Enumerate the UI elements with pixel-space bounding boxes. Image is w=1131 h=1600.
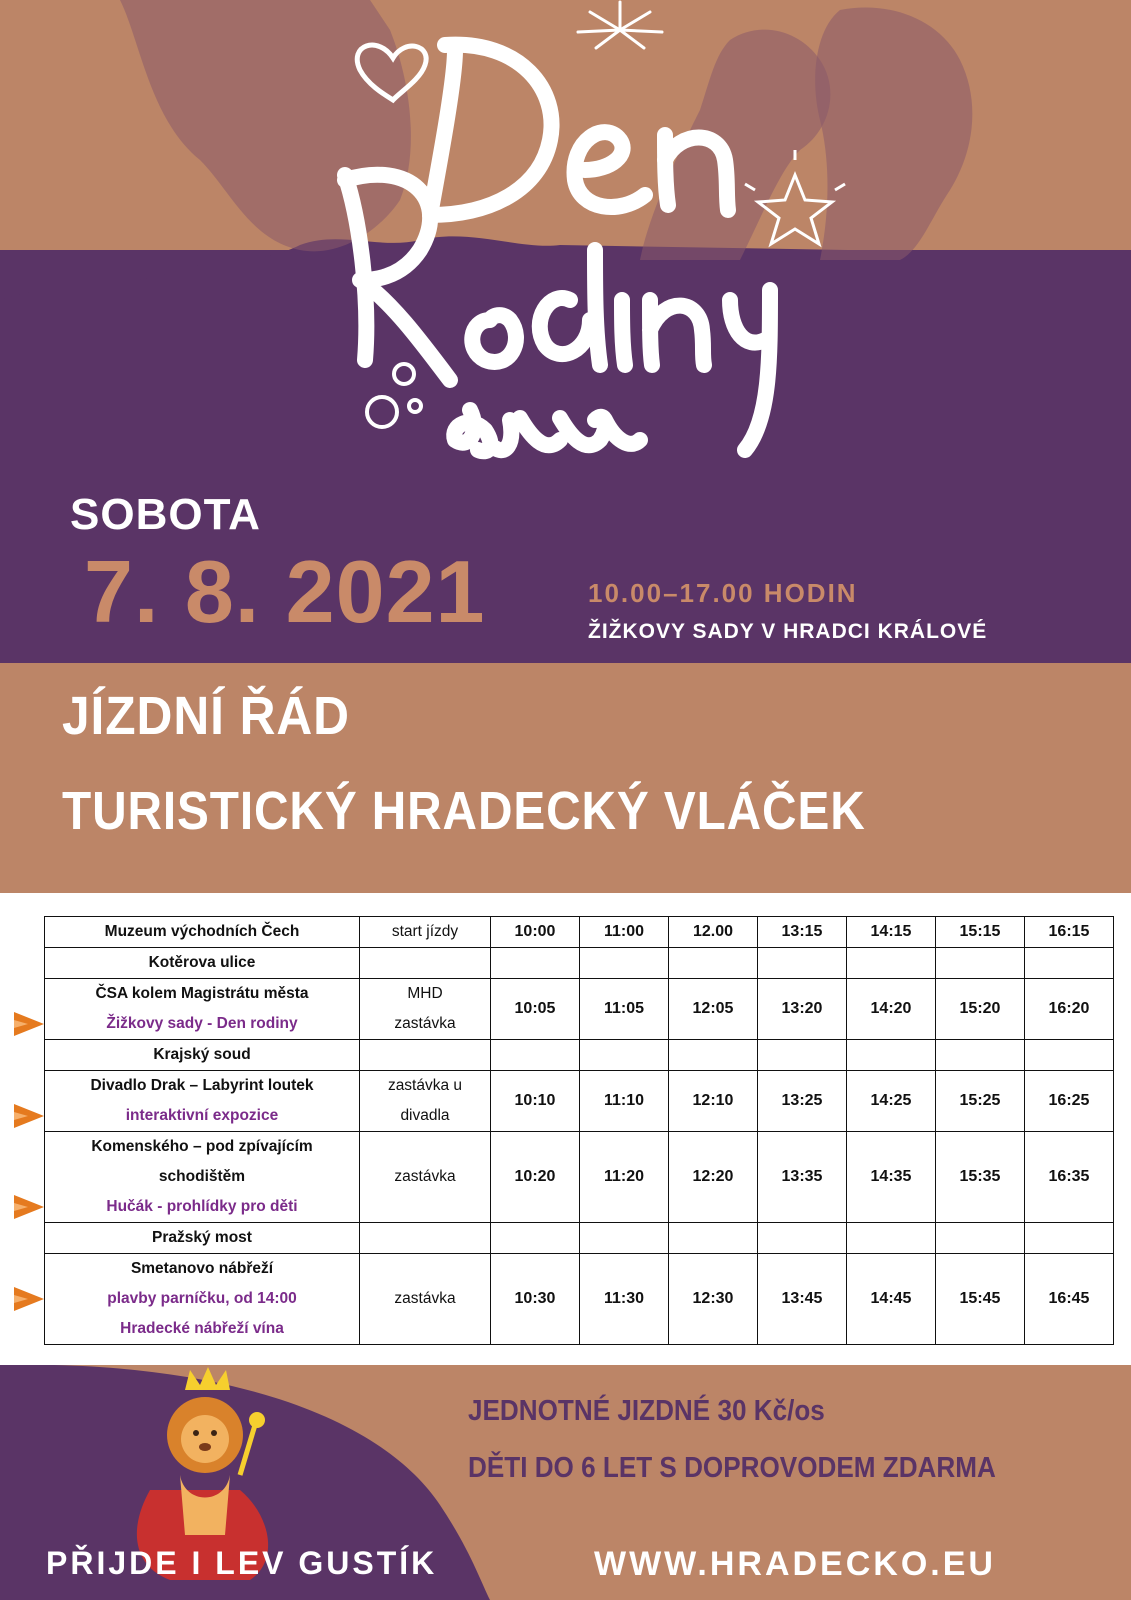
time-cell-empty — [847, 1040, 936, 1071]
departure-time: 15:15 — [936, 917, 1025, 948]
timetable-table — [44, 916, 1114, 1345]
time-cell: 14:35 — [847, 1132, 936, 1223]
table-row — [45, 1254, 1114, 1345]
note-cell — [360, 917, 491, 948]
time-cell: 16:25 — [1025, 1071, 1114, 1132]
departure-time: 10:00 — [491, 917, 580, 948]
stop-cell — [45, 917, 360, 948]
event-date: 7. 8. 2021 — [84, 542, 486, 641]
time-cell-empty — [847, 1223, 936, 1254]
firework-icon — [578, 2, 662, 48]
family-figure-left — [120, 0, 411, 251]
time-cell: 16:20 — [1025, 979, 1114, 1040]
time-cell: 10:10 — [491, 1071, 580, 1132]
time-cell: 12:05 — [669, 979, 758, 1040]
timetable-heading: JÍZDNÍ ŘÁD — [62, 686, 350, 746]
table-row — [45, 948, 1114, 979]
stop-cell — [45, 979, 360, 1040]
time-cell-empty — [491, 1223, 580, 1254]
time-cell: 11:30 — [580, 1254, 669, 1345]
note-cell — [360, 1254, 491, 1345]
time-cell: 14:25 — [847, 1071, 936, 1132]
time-cell: 11:10 — [580, 1071, 669, 1132]
stop-event: Hradecké nábřeží vína — [120, 1320, 284, 1337]
stop-name: Kotěrova ulice — [148, 954, 256, 971]
website-link[interactable]: WWW.HRADECKO.EU — [594, 1545, 996, 1583]
stop-cell — [45, 1040, 360, 1071]
time-cell-empty — [758, 1040, 847, 1071]
timetable-body — [45, 917, 1114, 1345]
time-cell-empty — [491, 948, 580, 979]
table-row — [45, 1132, 1114, 1223]
time-cell-empty — [580, 1223, 669, 1254]
stop-cell — [45, 1071, 360, 1132]
stop-event: plavby parníčku, od 14:00 — [107, 1290, 297, 1307]
time-cell: 10:20 — [491, 1132, 580, 1223]
arrow-icon — [14, 1195, 44, 1219]
note-cell — [360, 979, 491, 1040]
time-cell: 13:25 — [758, 1071, 847, 1132]
departure-time: 16:15 — [1025, 917, 1114, 948]
table-row — [45, 917, 1114, 948]
time-cell: 15:20 — [936, 979, 1025, 1040]
bubbles-icon — [367, 364, 421, 427]
arrow-icon — [14, 1287, 44, 1311]
arrow-icon — [14, 1012, 44, 1036]
time-cell: 10:05 — [491, 979, 580, 1040]
time-cell: 10:30 — [491, 1254, 580, 1345]
stop-name: Pražský most — [152, 1229, 252, 1246]
family-figure-right — [815, 7, 972, 260]
arrow-icon — [14, 1104, 44, 1128]
stop-event: interaktivní expozice — [125, 1107, 279, 1124]
stop-event: Žižkovy sady - Den rodiny — [106, 1015, 298, 1032]
stop-note: zastávka — [394, 1168, 456, 1185]
time-cell-empty — [758, 948, 847, 979]
departure-time: 11:00 — [580, 917, 669, 948]
time-cell: 12:10 — [669, 1071, 758, 1132]
note-cell — [360, 1132, 491, 1223]
note-cell — [360, 1040, 491, 1071]
table-row — [45, 1071, 1114, 1132]
stop-cell — [45, 1132, 360, 1223]
time-cell-empty — [580, 948, 669, 979]
departure-time: 13:15 — [758, 917, 847, 948]
time-cell-empty — [1025, 948, 1114, 979]
time-cell-empty — [936, 1040, 1025, 1071]
time-cell: 12:20 — [669, 1132, 758, 1223]
departure-time: 14:15 — [847, 917, 936, 948]
stop-note: divadla — [400, 1107, 450, 1124]
stop-note: MHD — [407, 985, 443, 1002]
time-cell: 16:45 — [1025, 1254, 1114, 1345]
stop-name: Krajský soud — [153, 1046, 251, 1063]
stop-note: start jízdy — [391, 923, 459, 940]
time-cell-empty — [491, 1040, 580, 1071]
time-cell: 13:35 — [758, 1132, 847, 1223]
event-hours: 10.00–17.00 HODIN — [588, 578, 858, 608]
table-row — [45, 1223, 1114, 1254]
time-cell: 13:20 — [758, 979, 847, 1040]
fare-price: JEDNOTNÉ JIZDNÉ 30 Kč/os — [468, 1395, 825, 1427]
time-cell-empty — [936, 1223, 1025, 1254]
grass-silhouette — [0, 236, 1131, 320]
time-cell: 14:20 — [847, 979, 936, 1040]
time-cell: 15:25 — [936, 1071, 1025, 1132]
stop-name: ČSA kolem Magistrátu města — [95, 985, 309, 1002]
time-cell-empty — [669, 948, 758, 979]
event-day: SOBOTA — [70, 490, 261, 539]
time-cell-empty — [1025, 1040, 1114, 1071]
stop-name: Muzeum východních Čech — [104, 923, 300, 940]
time-cell: 14:45 — [847, 1254, 936, 1345]
stop-name: schodištěm — [158, 1168, 246, 1185]
departure-time: 12.00 — [669, 917, 758, 948]
stop-note: zastávka u — [387, 1077, 463, 1094]
stop-name: Komenského – pod zpívajícím — [91, 1138, 313, 1155]
time-cell-empty — [669, 1223, 758, 1254]
time-cell: 11:20 — [580, 1132, 669, 1223]
time-cell-empty — [758, 1223, 847, 1254]
table-row — [45, 1040, 1114, 1071]
note-cell — [360, 1071, 491, 1132]
stop-name: Smetanovo nábřeží — [130, 1260, 274, 1277]
table-row — [45, 979, 1114, 1040]
time-cell: 15:35 — [936, 1132, 1025, 1223]
time-cell-empty — [847, 948, 936, 979]
event-place: ŽIŽKOVY SADY V HRADCI KRÁLOVÉ — [588, 620, 988, 643]
time-cell: 16:35 — [1025, 1132, 1114, 1223]
train-name-heading: TURISTICKÝ HRADECKÝ VLÁČEK — [62, 781, 866, 841]
stop-name: Divadlo Drak – Labyrint loutek — [90, 1077, 314, 1094]
stop-cell — [45, 948, 360, 979]
lion-announcement: PŘIJDE I LEV GUSTÍK — [46, 1545, 438, 1581]
stop-note: zastávka — [394, 1015, 456, 1032]
time-cell: 12:30 — [669, 1254, 758, 1345]
stop-cell — [45, 1223, 360, 1254]
time-cell-empty — [669, 1040, 758, 1071]
time-cell: 15:45 — [936, 1254, 1025, 1345]
time-cell-empty — [936, 948, 1025, 979]
note-cell — [360, 1223, 491, 1254]
time-cell-empty — [1025, 1223, 1114, 1254]
stop-cell — [45, 1254, 360, 1345]
note-cell — [360, 948, 491, 979]
stop-note: zastávka — [394, 1290, 456, 1307]
stop-event: Hučák - prohlídky pro děti — [106, 1198, 298, 1215]
time-cell: 13:45 — [758, 1254, 847, 1345]
time-cell: 11:05 — [580, 979, 669, 1040]
fare-children: DĚTI DO 6 LET S DOPROVODEM ZDARMA — [468, 1452, 996, 1484]
time-cell-empty — [580, 1040, 669, 1071]
